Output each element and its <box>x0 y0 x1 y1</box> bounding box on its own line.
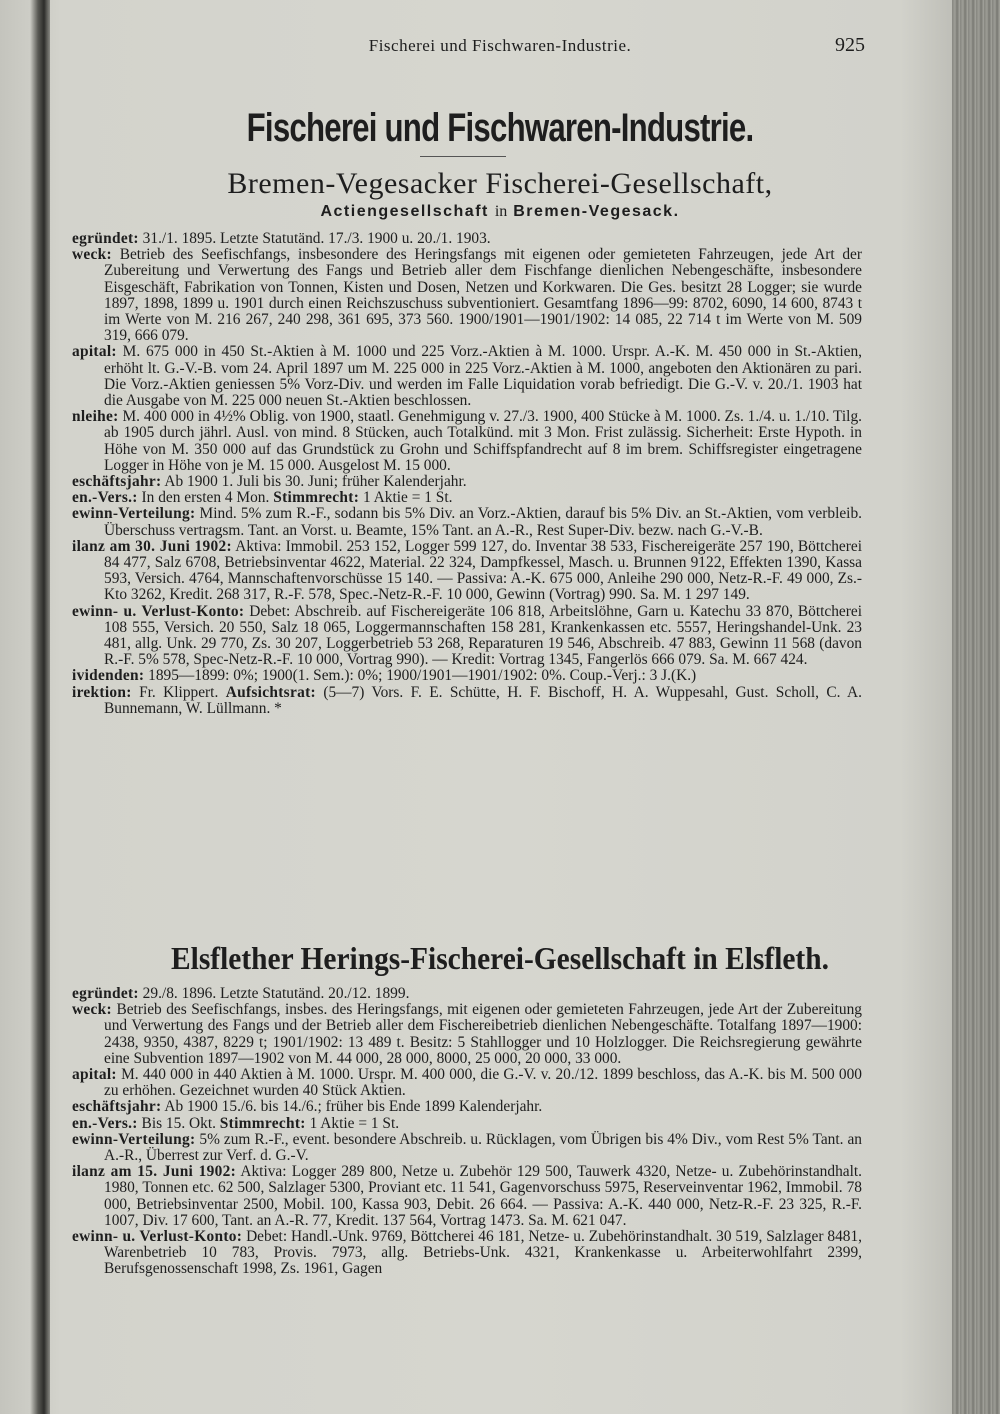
entry-geschaeftsjahr <box>72 1099 862 1115</box>
entry-text: Aktiva: Immobil. 253 152, Logger 599 127, do. Inventar 38 533, Fischereigeräte 257 190, Böttcherei 84 477, Salz 6708, Betriebsinventar 4622, Material. 22 324, Dampfkessel, Masch. u. Brunnen 9122, Effekten 1390, Kassa 593, Versich. 4764, Mannschaftenvorschüsse 15 140. — Passiva: A.-K. 675 000, Anleihe 290 000, Netz-R.-F. 49 000, Zs.-Kto 3262, Kredit. 268 317, R.-F. 578, Spec.-Netz-R.-F. 10 000, Gewinn (Vortrag) 990. Sa. M. 1 297 149. <box>104 537 862 604</box>
title-rule <box>420 156 506 157</box>
entry-zweck <box>72 247 862 344</box>
company1-subtitle <box>60 203 940 221</box>
entry-bilanz <box>72 539 862 604</box>
entry-label: egründet: <box>72 985 139 1002</box>
entry-label: Stimmrecht: <box>273 489 360 507</box>
entry-gewinn-verteilung <box>72 1132 862 1164</box>
entry-direktion <box>72 685 862 717</box>
entry-label: en.-Vers.: <box>72 1114 138 1132</box>
entry-text: Ab 1900 15./6. bis 14./6.; früher bis Ende 1899 Kalenderjahr. <box>161 1098 543 1116</box>
entry-label: en.-Vers.: <box>72 489 138 507</box>
entry-label: ewinn-Verteilung: <box>72 505 196 523</box>
entry-kapital <box>72 1067 862 1099</box>
company1-type: Actiengesellschaft <box>320 203 489 220</box>
entry-label: egründet: <box>72 230 139 247</box>
entry-text: Mind. 5% zum R.-F., sodann bis 5% Div. an Vorz.-Aktien, darauf bis 5% Div. an St.-Aktien, vom verbleib. Überschuss vertragsm. Tant. an Vorst. u. Beamte, 15% Tant. an A.-R., Rest Super-Div. bezw. nach G.-V.-B. <box>104 505 862 539</box>
company2-entries <box>72 986 862 1278</box>
running-head: Fischerei und Fischwaren-Industrie. <box>368 36 632 55</box>
entry-gegruendet <box>72 986 862 1002</box>
entry-gen-vers <box>72 490 862 506</box>
entry-text: (5—7) Vors. F. E. Schütte, H. F. Bischoff, H. A. Wuppesahl, Gust. Scholl, C. A. Bunnemann, W. Lüllmann. * <box>104 683 862 717</box>
entry-kapital <box>72 344 862 409</box>
entry-text: M. 440 000 in 440 Aktien à M. 1000. Urspr. M. 400 000, die G.-V. v. 20./12. 1899 beschloss, das A.-K. bis M. 500 000 zu erhöhen. Gezeichnet wurden 40 Stück Aktien. <box>104 1066 862 1100</box>
entry-label: Aufsichtsrat: <box>225 683 316 701</box>
entry-gewinn-verteilung <box>72 506 862 538</box>
entry-label: eschäftsjahr: <box>72 473 162 491</box>
company1-place: Bremen-Vegesack. <box>513 203 680 220</box>
entry-label: ewinn- u. Verlust-Konto: <box>72 602 245 620</box>
entry-text: M. 675 000 in 450 St.-Aktien à M. 1000 und 225 Vorz.-Aktien à M. 1000. Urspr. A.-K. M. 450 000 in St.-Aktien, erhöht lt. G.-V.-B. vom 24. April 1897 um M. 225 000 in 225 Vorz.-Aktien à M. 1000, angeboten den Aktionären zu pari. Die Vorz.-Aktien geniessen 5% Vorz-Div. und werden im Falle Liquidation vorab befriedigt. Die G.-V. v. 20./1. 1903 hat die Ausgabe von M. 225 000 neuen St.-Aktien beschlossen. <box>104 343 862 410</box>
entry-zweck <box>72 1002 862 1067</box>
entry-anleihe <box>72 409 862 474</box>
entry-text: Bis 15. Okt. <box>137 1114 220 1132</box>
entry-text: M. 400 000 in 4½% Oblig. von 1900, staatl. Genehmigung v. 27./3. 1900, 400 Stücke à M. 1000. Zs. 1./4. u. 1./10. Tilg. ab 1905 durch jährl. Ausl. von mind. 8 Stücken, auch Totalkünd. mit 3 Mon. Frist zulässig. Sicherheit: Erste Hypoth. in Höhe von M. 350 000 auf das Grundstück zu Grohn und Schiffspfandrecht auf 8 im brem. Schiffsregister eingetragene Logger in Höhe von je M. 15 000. Ausgelost M. 15 000. <box>104 408 862 474</box>
company1-entries <box>72 231 862 717</box>
entry-text: 31./1. 1895. Letzte Statutänd. 17./3. 1900 u. 20./1. 1903. <box>138 230 491 247</box>
entry-dividenden <box>72 668 862 684</box>
entry-label: ewinn-Verteilung: <box>72 1130 196 1148</box>
entry-text: Debet: Handl.-Unk. 9769, Böttcherei 46 181, Netze- u. Zubehörinstandhalt. 30 519, Salzlager 8481, Warenbetrieb 10 783, Provis. 7973, allg. Betriebs-Unk. 4321, Krankenkasse u. Arbeiterwohlfahrt 2399, Berufsgenossenschaft 1998, Zs. 1961, Gagen <box>104 1228 862 1278</box>
entry-label: eschäftsjahr: <box>72 1098 162 1116</box>
entry-label: weck: <box>72 246 112 264</box>
binding-edge-left <box>0 0 50 1414</box>
entry-geschaeftsjahr <box>72 474 862 490</box>
entry-label: apital: <box>72 343 117 361</box>
entry-text: Betrieb des Seefischfangs, insbesondere des Heringsfangs mit eigenen oder gemieteten Fahrzeugen, jede Art der Zubereitung und Verwertung des Fangs und Betrieb aller dem Fischfange dienlichen Nebengeschäfte, insbesondere Eisgeschäft, Fabrikation von Tonnen, Kisten und Dosen, Netzen und Korkwaren. Die Ges. besitzt 28 Logger; sie wurde 1897, 1898, 1899 u. 1901 durch einen Reichszuschuss subventioniert. Gesamtfang 1896—99: 8702, 6090, 14 600, 8743 t im Werte von M. 216 267, 240 298, 361 695, 373 560. 1900/1901—1901/1902: 14 085, 22 714 t im Werte von M. 509 319, 666 079. <box>104 246 862 345</box>
company1-in: in <box>494 203 508 220</box>
entry-text: Aktiva: Logger 289 800, Netze u. Zubehör 129 500, Tauwerk 4320, Netze- u. Zubehörinstandhalt. 1980, Tonnen etc. 62 500, Salzlager 5300, Proviant etc. 11 541, Gagenvorschuss 5975, Reserveinventar 1962, Immobil. 78 000, Betriebsinventar 2500, Mobil. 100, Kassa 903, Debit. 26 664. — Passiva: A.-K. 440 000, Netz-R.-F. 23 325, R.-F. 1007, Div. 17 600, Tant. an A.-R. 77, Kredit. 137 564, Vortrag 1473. Sa. M. 621 047. <box>104 1163 862 1229</box>
entry-gewinn-verlust <box>72 1229 862 1278</box>
entry-gegruendet <box>72 231 862 247</box>
entry-gen-vers <box>72 1116 862 1132</box>
entry-text: Fr. Klippert. <box>131 683 226 701</box>
entry-text: 5% zum R.-F., event. besondere Abschreib. u. Rücklagen, vom Übrigen bis 4% Div., vom Rest 5% Tant. an A.-R., Überrest zur Verf. d. G.-V. <box>104 1130 862 1165</box>
entry-label: weck: <box>72 1001 112 1019</box>
entry-label: ilanz am 30. Juni 1902: <box>72 537 232 555</box>
page-edge-right <box>952 0 1000 1414</box>
entry-gewinn-verlust <box>72 604 862 669</box>
page-number: 925 <box>835 34 865 56</box>
entry-text: Betrieb des Seefischfangs, insbes. des Heringsfangs, mit eigenen oder gemieteten Fahrzeugen, jede Art der Zubereitung und Verwertung des Fangs und der Betrieb aller dem Fischereibetrieb dienlichen Nebengeschäfte. Totalfang 1897—1900: 2438, 9350, 4387, 8229 t; 1901/1902: 13 489 t. Besitz: 5 Stahllogger und 10 Holzlogger. Die Reichsregierung gewährte eine Subvention 1897—1902 von M. 44 000, 28 000, 8000, 25 000, 20 000, 33 000. <box>104 1001 862 1067</box>
entry-text: 1 Aktie = 1 St. <box>305 1114 400 1132</box>
company2-title: Elsflether Herings-Fischerei-Gesellschaft in Elsfleth. <box>171 940 829 976</box>
entry-label: irektion: <box>72 683 132 701</box>
main-title: Fischerei und Fischwaren-Industrie. <box>246 106 754 150</box>
entry-label: ilanz am 15. Juni 1902: <box>72 1163 237 1181</box>
entry-text: Ab 1900 1. Juli bis 30. Juni; früher Kalenderjahr. <box>161 473 467 491</box>
entry-bilanz <box>72 1164 862 1229</box>
entry-label: nleihe: <box>72 408 119 426</box>
entry-label: ewinn- u. Verlust-Konto: <box>72 1228 243 1246</box>
entry-text: In den ersten 4 Mon. <box>137 489 274 507</box>
entry-text: 1 Aktie = 1 St. <box>359 489 453 507</box>
entry-label: ividenden: <box>72 667 145 685</box>
entry-text: 29./8. 1896. Letzte Statutänd. 20./12. 1899. <box>138 985 410 1002</box>
company1-title: Bremen-Vegesacker Fischerei-Gesellschaft, <box>227 167 773 200</box>
entry-text: Debet: Abschreib. auf Fischereigeräte 106 818, Arbeitslöhne, Garn u. Katechu 33 870, Böttcherei 108 555, Versich. 20 550, Salz 18 065, Loggermannschaften 158 281, Krankenkassen etc. 5557, Heringshandel-Unk. 23 481, allg. Unk. 29 770, Zs. 30 207, Loggerbetrieb 53 268, Reparaturen 19 546, Abschreib. 47 883, Gewinn 11 568 (davon R.-F. 5% 578, Spec-Netz-R.-F. 10 000, Vortrag 990). — Kredit: Vortrag 1345, Fangerlös 666 079. Sa. M. 667 424. <box>104 602 862 669</box>
entry-label: apital: <box>72 1066 117 1084</box>
entry-label: Stimmrecht: <box>219 1114 306 1132</box>
entry-text: 1895—1899: 0%; 1900(1. Sem.): 0%; 1900/1901—1901/1902: 0%. Coup.-Verj.: 3 J.(K.) <box>144 667 697 685</box>
